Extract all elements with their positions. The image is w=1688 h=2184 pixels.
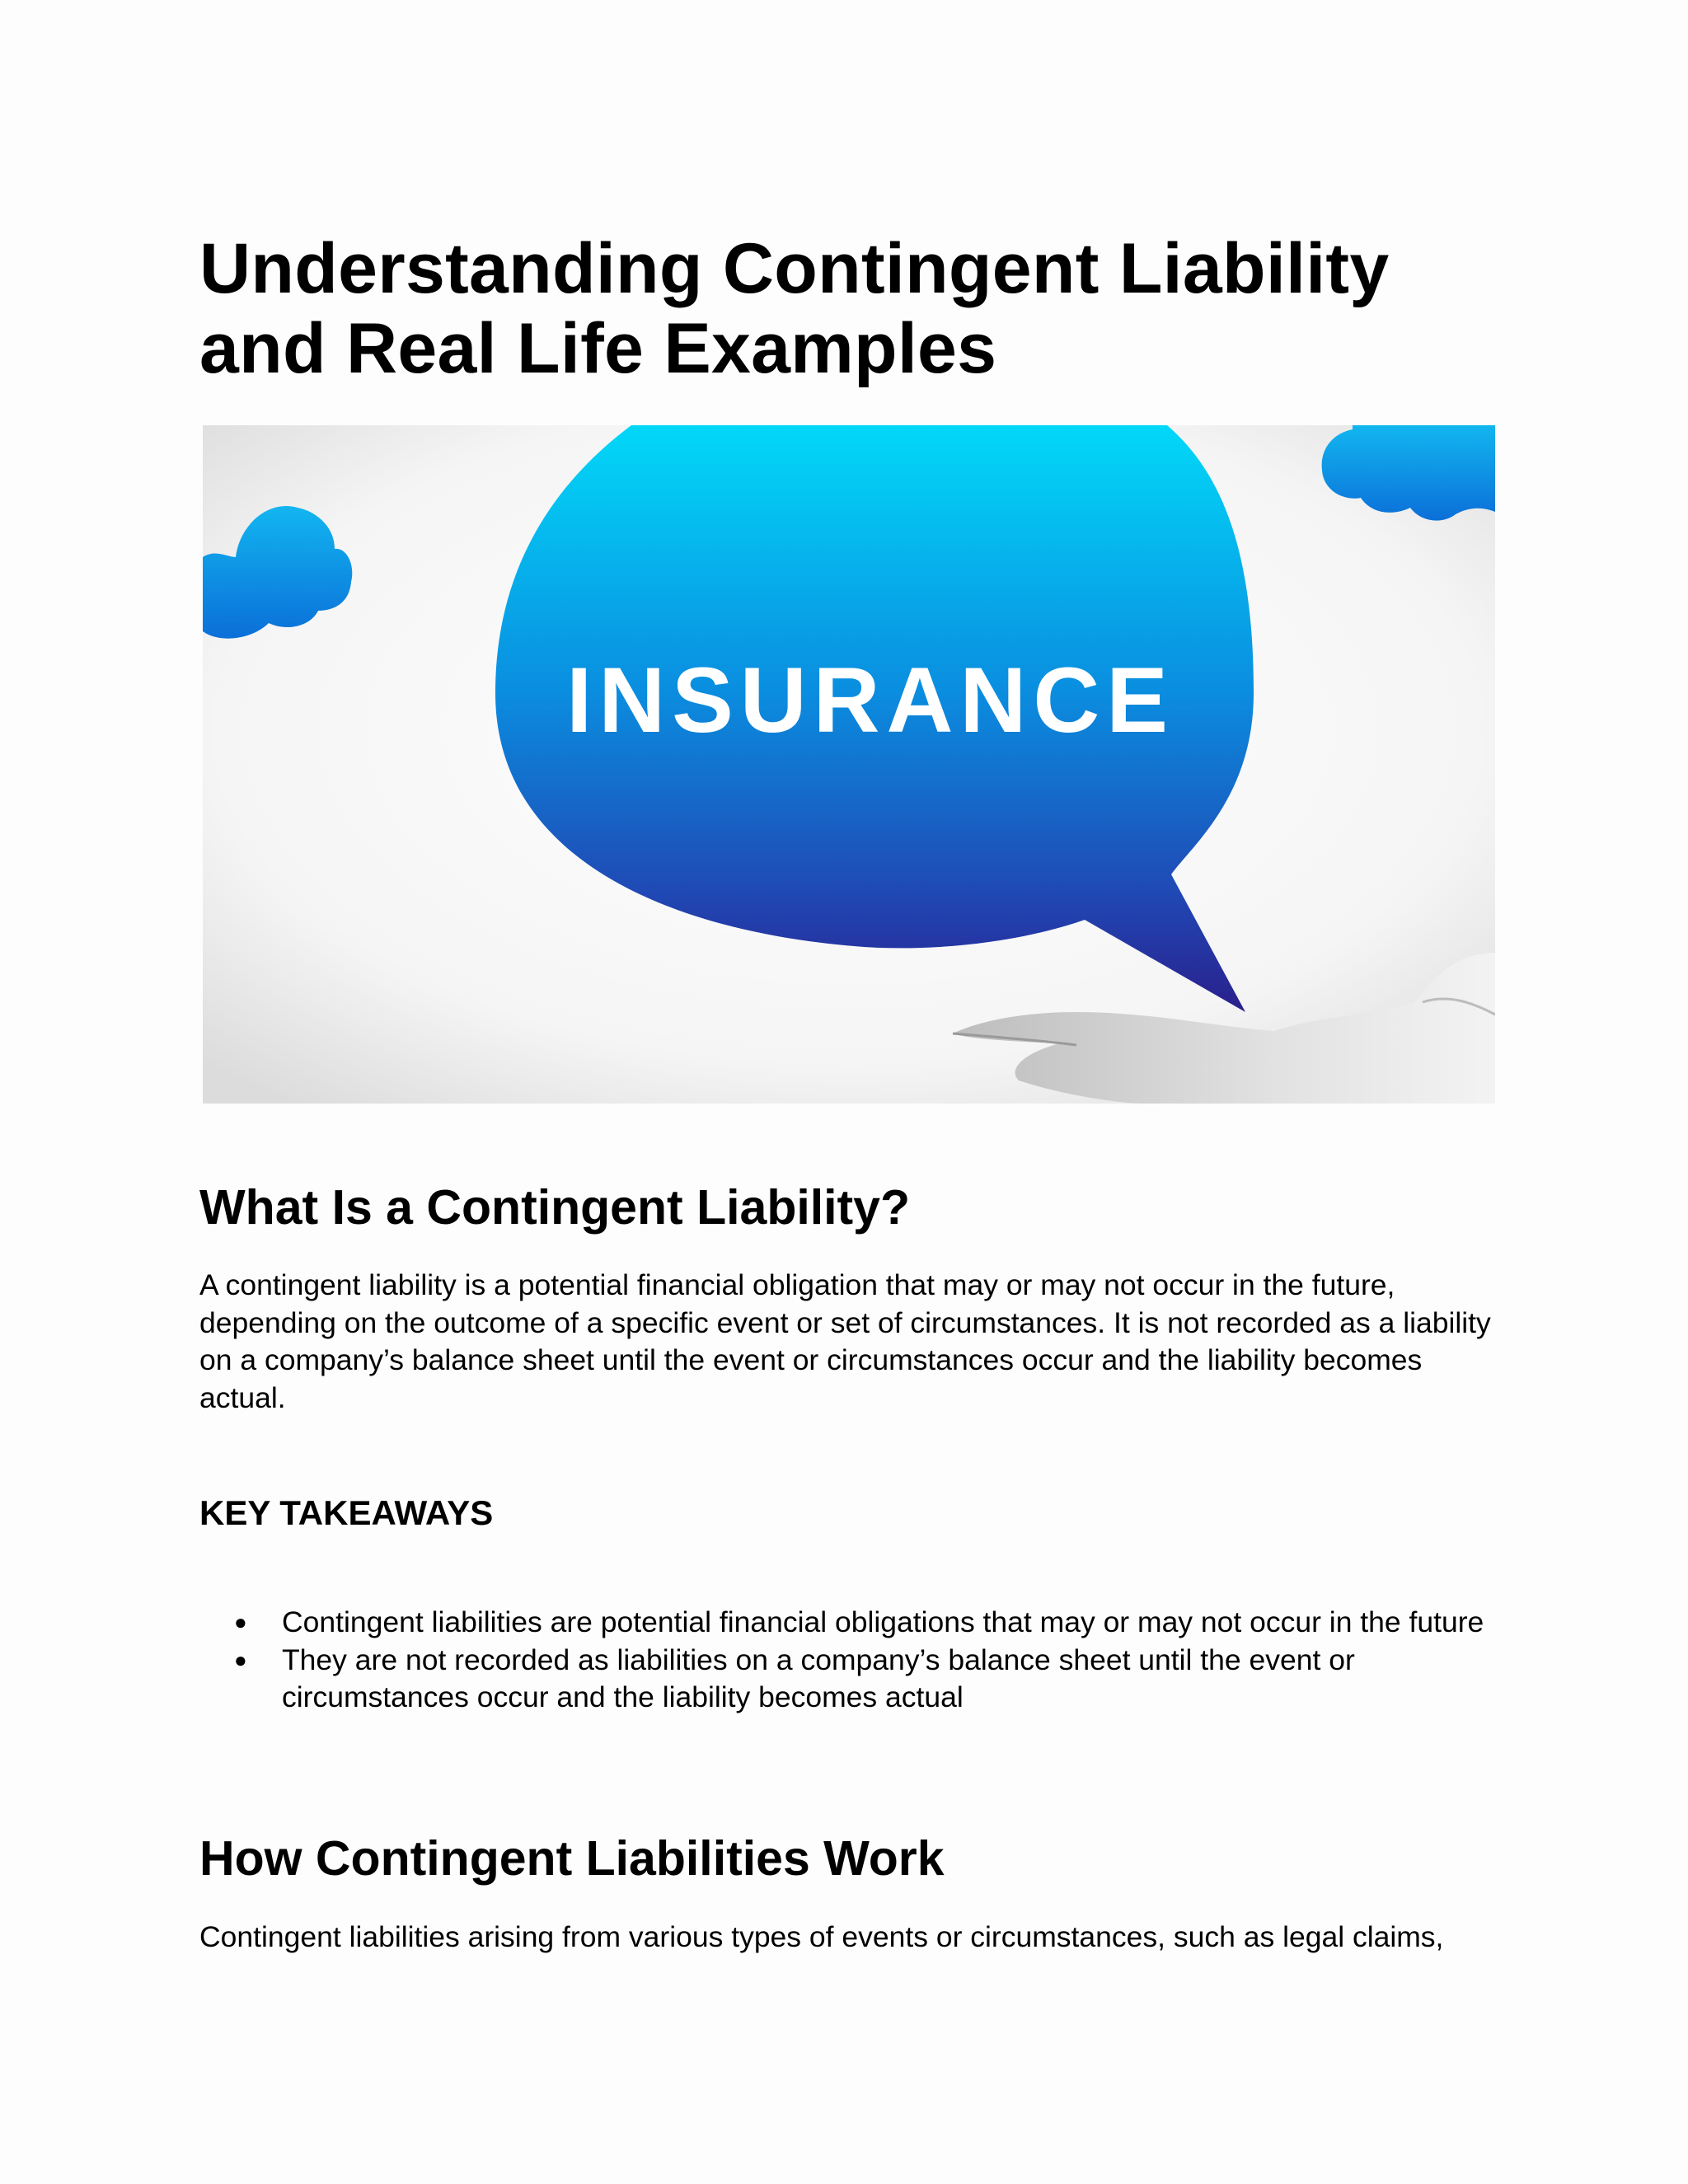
list-item-text: Contingent liabilities are potential financial obligations that may or may not occur in the future	[282, 1605, 1484, 1638]
insurance-illustration	[203, 425, 1495, 1104]
list-item-text: They are not recorded as liabilities on a company’s balance sheet until the event or circumstances occur and the liability becomes actual	[282, 1643, 1355, 1714]
bullet-icon: ●	[234, 1610, 247, 1634]
bullet-icon: ●	[234, 1647, 247, 1672]
key-takeaways-list	[199, 1604, 1510, 1717]
page-title: Understanding Contingent Liability and Real Life Examples	[199, 229, 1390, 388]
hero-image	[203, 425, 1495, 1104]
section-heading-what-is: What Is a Contingent Liability?	[199, 1180, 911, 1235]
key-takeaways-heading: KEY TAKEAWAYS	[199, 1493, 494, 1532]
section-paragraph-what-is: A contingent liability is a potential financial obligation that may or may not occur in the future, depending on the outcome of a specific event or set of circumstances. It is not recorded as a liability on a company’s balance sheet until the event or circumstances occur and the liability becomes actual.	[199, 1268, 1491, 1414]
section-heading-how-work: How Contingent Liabilities Work	[199, 1831, 945, 1886]
list-item	[199, 1642, 1510, 1717]
list-item	[199, 1604, 1510, 1642]
section-paragraph-how-work: Contingent liabilities arising from various types of events or circumstances, such as legal claims,	[199, 1920, 1444, 1953]
insurance-label: INSURANCE	[566, 649, 1175, 752]
